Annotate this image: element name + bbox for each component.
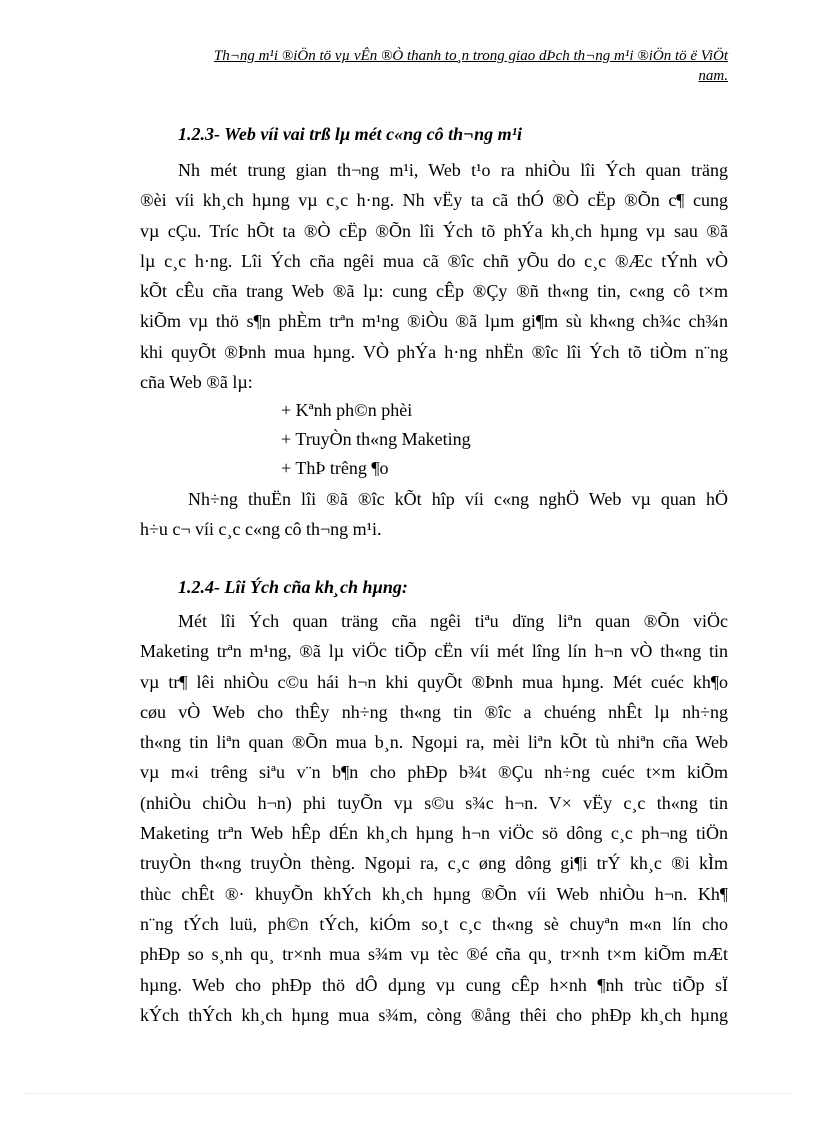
text-line: h÷u c¬ víi c¸c c«ng cô th¬ng m¹i.: [140, 519, 382, 540]
header-line-1: Th¬ng m¹i ®iÖn tö vµ vÊn ®Ò thanh to¸n trong giao dÞch th¬ng m¹i ®iÖn tö ë ViÖt: [213, 48, 728, 64]
text-line: cña Web ®ã lµ:: [140, 372, 253, 393]
text-line: kÕt cÊu cña trang Web ®ã lµ: cung cÊp ®Çy ®ñ th«ng tin, c«ng cô t×m: [140, 281, 728, 302]
text-line: phÐp so s¸nh qu¸ tr×nh mua s¾m vµ tèc ®é cña qu¸ tr×nh t×m kiÕm mÆt: [140, 944, 728, 965]
section-heading-1-2-4: 1.2.4- Lîi Ých cña kh¸ch hµng:: [178, 577, 408, 597]
text-line: kÝch thÝch kh¸ch hµng mua s¾m, còng ®ång thêi cho phÐp kh¸ch hµng: [140, 1004, 728, 1025]
bullet-item: + Kªnh ph©n phèi: [281, 400, 413, 420]
header-line-2: nam.: [698, 68, 728, 84]
bullet-item: + TruyÒn th«ng Maketing: [281, 429, 471, 449]
text-line: vµ cÇu. Tríc hÕt ta ®Ò cËp ®Õn lîi Ých tõ phÝa kh¸ch hµng vµ sau ®ã: [140, 220, 728, 241]
section-heading-1-2-3: 1.2.3- Web víi vai trß lµ mét c«ng cô th¬ng m¹i: [178, 124, 522, 144]
footer-divider: [24, 1093, 792, 1094]
text-line: kiÕm vµ thö s¶n phÈm trªn m¹ng ®iÒu ®ã lµm gi¶m sù kh«ng ch¾c ch¾n: [140, 311, 728, 332]
bullet-item: + ThÞ trêng ¶o: [281, 458, 389, 478]
text-line: Mét lîi Ých quan träng cña ngêi tiªu dïng liªn quan ®Õn viÖc: [178, 611, 728, 631]
text-line: cøu vÒ Web cho thÊy nh÷ng th«ng tin ®îc a chuéng nhÊt lµ nh÷ng: [140, 701, 728, 722]
text-line: vµ m«i trêng siªu v¨n b¶n cho phÐp b¾t ®Çu nh÷ng cuéc t×m kiÕm: [140, 762, 728, 783]
paragraph-web-role: [140, 155, 728, 397]
text-line: khi quyÕt ®Þnh mua hµng. VÒ phÝa h·ng nhËn ®îc lîi Ých tõ tiÒm n¨ng: [140, 341, 728, 362]
text-line: Maketing trªn Web hÊp dÉn kh¸ch hµng h¬n viÖc sö dông c¸c ph¬ng tiÖn: [140, 823, 728, 844]
paragraph-advantages: [140, 484, 728, 545]
text-line: ®èi víi kh¸ch hµng vµ c¸c h·ng. Nh vËy ta cã thÓ ®Ò cËp ®Õn c¶ cung: [140, 190, 728, 211]
text-line: Maketing trªn m¹ng, ®ã lµ viÖc tiÕp cËn víi mét lîng lín h¬n vÒ th«ng tin: [140, 641, 728, 662]
text-line: vµ tr¶ lêi nhiÒu c©u hái h¬n khi quyÕt ®Þnh mua hµng. Mét cuéc kh¶o: [140, 671, 728, 692]
running-header: [140, 46, 728, 86]
text-line: hµng. Web cho phÐp thö dÔ dµng vµ cung cÊp h×nh ¶nh trùc tiÕp sÏ: [140, 974, 728, 995]
paragraph-customer-benefits: [140, 606, 728, 1030]
text-line: lµ c¸c h·ng. Lîi Ých cña ngêi mua cã ®îc chñ yÕu do c¸c ®Æc tÝnh vÒ: [140, 250, 728, 271]
text-line: n¨ng tÝch luü, ph©n tÝch, kiÓm so¸t c¸c th«ng sè chuyªn m«n lín cho: [140, 913, 728, 934]
text-line: (nhiÒu chiÒu h¬n) phi tuyÕn vµ s©u s¾c h¬n. V× vËy c¸c th«ng tin: [140, 792, 728, 813]
bullet-list: [281, 396, 471, 483]
text-line: truyÒn th«ng truyÒn thèng. Ngoµi ra, c¸c øng dông gi¶i trÝ kh¸c ®i kÌm: [140, 853, 728, 874]
text-line: th«ng tin liªn quan ®Õn mua b¸n. Ngoµi ra, mèi liªn kÕt tù nhiªn cña Web: [140, 732, 728, 753]
text-line: Nh mét trung gian th¬ng m¹i, Web t¹o ra nhiÒu lîi Ých quan träng: [178, 160, 728, 180]
text-line: Nh÷ng thuËn lîi ®ã ®îc kÕt hîp víi c«ng nghÖ Web vµ quan hÖ: [188, 489, 728, 509]
text-line: thùc chÊt ®· khuyÕn khÝch kh¸ch hµng ®Õn víi Web nhiÒu h¬n. Kh¶: [140, 883, 728, 904]
